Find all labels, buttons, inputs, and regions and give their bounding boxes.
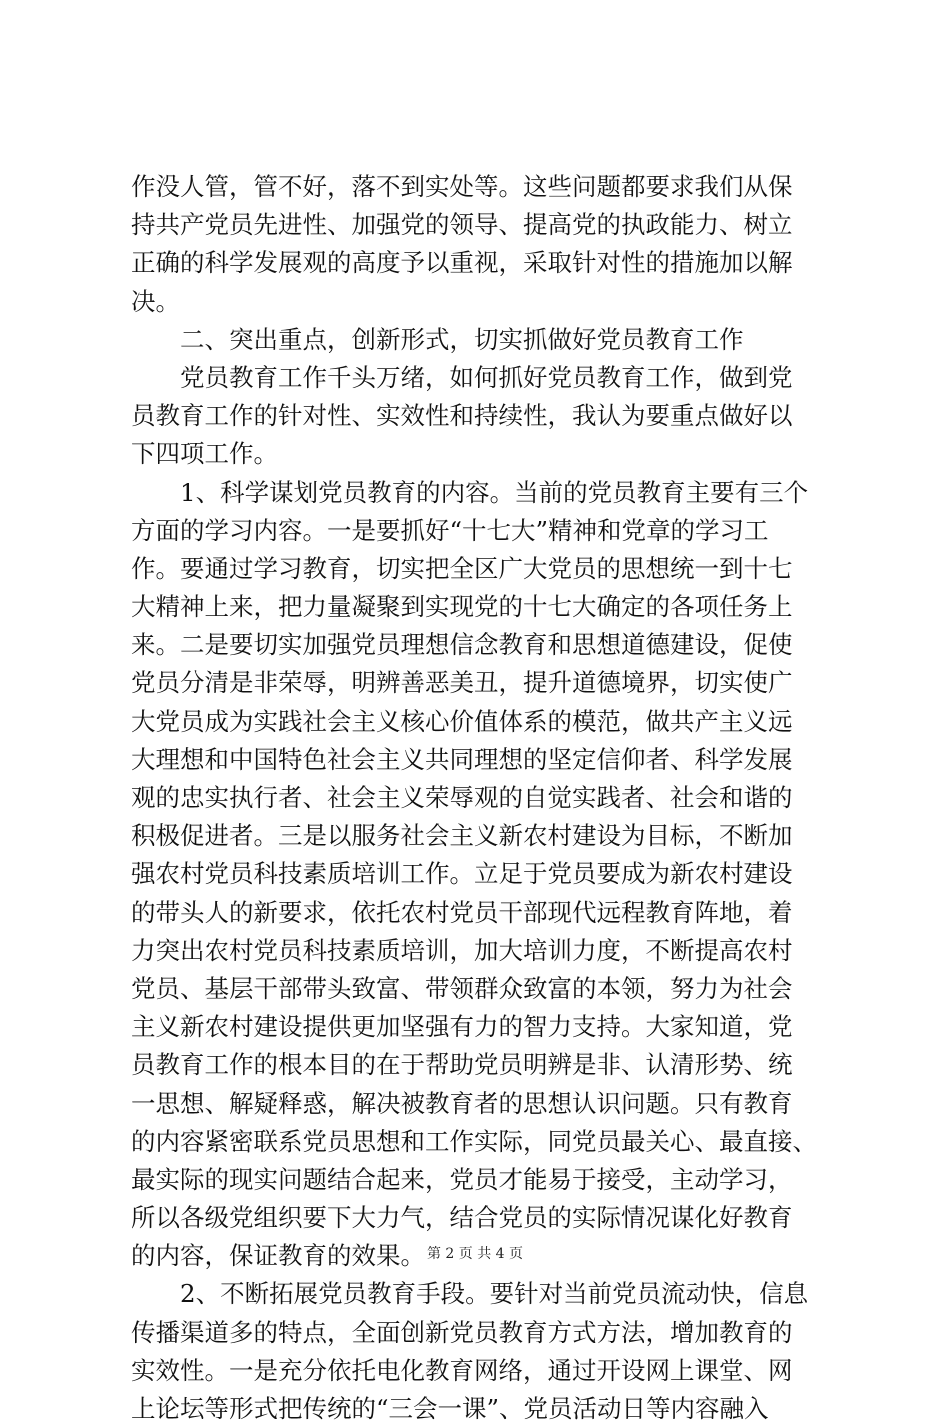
- text-line: 力突出农村党员科技素质培训，加大培训力度，不断提高农村: [131, 935, 793, 965]
- text-line: 所以各级党组织要下大力气，结合党员的实际情况谋化好教育: [131, 1203, 793, 1233]
- page-number: 第 2 页 共 4 页: [426, 1246, 524, 1262]
- text-line: 的内容，保证教育的效果。: [131, 1241, 425, 1271]
- document-body: [131, 168, 831, 1428]
- text-line: 传播渠道多的特点，全面创新党员教育方式方法，增加教育的: [131, 1317, 793, 1347]
- text-line: 的带头人的新要求，依托农村党员干部现代远程教育阵地，着: [131, 897, 793, 927]
- text-line: 方面的学习内容。一是要抓好“十七大”精神和党章的学习工: [131, 515, 769, 545]
- text-line: 上论坛等形式把传统的“三会一课”、党员活动日等内容融入: [131, 1394, 769, 1423]
- text-line: 来。二是要切实加强党员理想信念教育和思想道德建设，促使: [131, 630, 793, 660]
- text-line: 党员分清是非荣辱，明辨善恶美丑，提升道德境界，切实使广: [131, 668, 793, 698]
- text-line: 积极促进者。三是以服务社会主义新农村建设为目标，不断加: [131, 821, 793, 851]
- text-line: 一思想、解疑释惑，解决被教育者的思想认识问题。只有教育: [131, 1088, 793, 1118]
- page-footer: [0, 1243, 950, 1263]
- text-line: 主义新农村建设提供更加坚强有力的智力支持。大家知道，党: [131, 1012, 793, 1042]
- text-line: 的内容紧密联系党员思想和工作实际，同党员最关心、最直接、: [131, 1126, 817, 1156]
- text-line: 正确的科学发展观的高度予以重视，采取针对性的措施加以解: [131, 248, 793, 278]
- text-line: 实效性。一是充分依托电化教育网络，通过开设网上课堂、网: [131, 1355, 793, 1385]
- text-line: 员教育工作的根本目的在于帮助党员明辨是非、认清形势、统: [131, 1050, 793, 1080]
- text-line: 党员、基层干部带头致富、带领群众致富的本领，努力为社会: [131, 973, 793, 1003]
- section-heading: 二、突出重点，创新形式，切实抓做好党员教育工作: [180, 324, 744, 354]
- text-line: 下四项工作。: [131, 439, 278, 469]
- text-line: 强农村党员科技素质培训工作。立足于党员要成为新农村建设: [131, 859, 793, 889]
- text-line: 观的忠实执行者、社会主义荣辱观的自觉实践者、社会和谐的: [131, 783, 793, 812]
- text-line: 最实际的现实问题结合起来，党员才能易于接受，主动学习，: [131, 1164, 793, 1194]
- text-line: 持共产党员先进性、加强党的领导、提高党的执政能力、树立: [131, 210, 793, 240]
- text-line: 大理想和中国特色社会主义共同理想的坚定信仰者、科学发展: [131, 744, 793, 774]
- text-line: 决。: [131, 286, 180, 316]
- text-line: 2、不断拓展党员教育手段。要针对当前党员流动快，信息: [180, 1279, 809, 1309]
- text-line: 员教育工作的针对性、实效性和持续性，我认为要重点做好以: [131, 401, 793, 431]
- text-line: 1、科学谋划党员教育的内容。当前的党员教育主要有三个: [180, 477, 809, 507]
- text-line: 作。要通过学习教育，切实把全区广大党员的思想统一到十七: [131, 553, 793, 583]
- text-line: 作没人管，管不好，落不到实处等。这些问题都要求我们从保: [131, 172, 793, 201]
- text-line: 党员教育工作千头万绪，如何抓好党员教育工作，做到党: [180, 362, 793, 392]
- text-line: 大党员成为实践社会主义核心价值体系的模范，做共产主义远: [131, 706, 793, 736]
- text-line: 大精神上来，把力量凝聚到实现党的十七大确定的各项任务上: [131, 592, 793, 622]
